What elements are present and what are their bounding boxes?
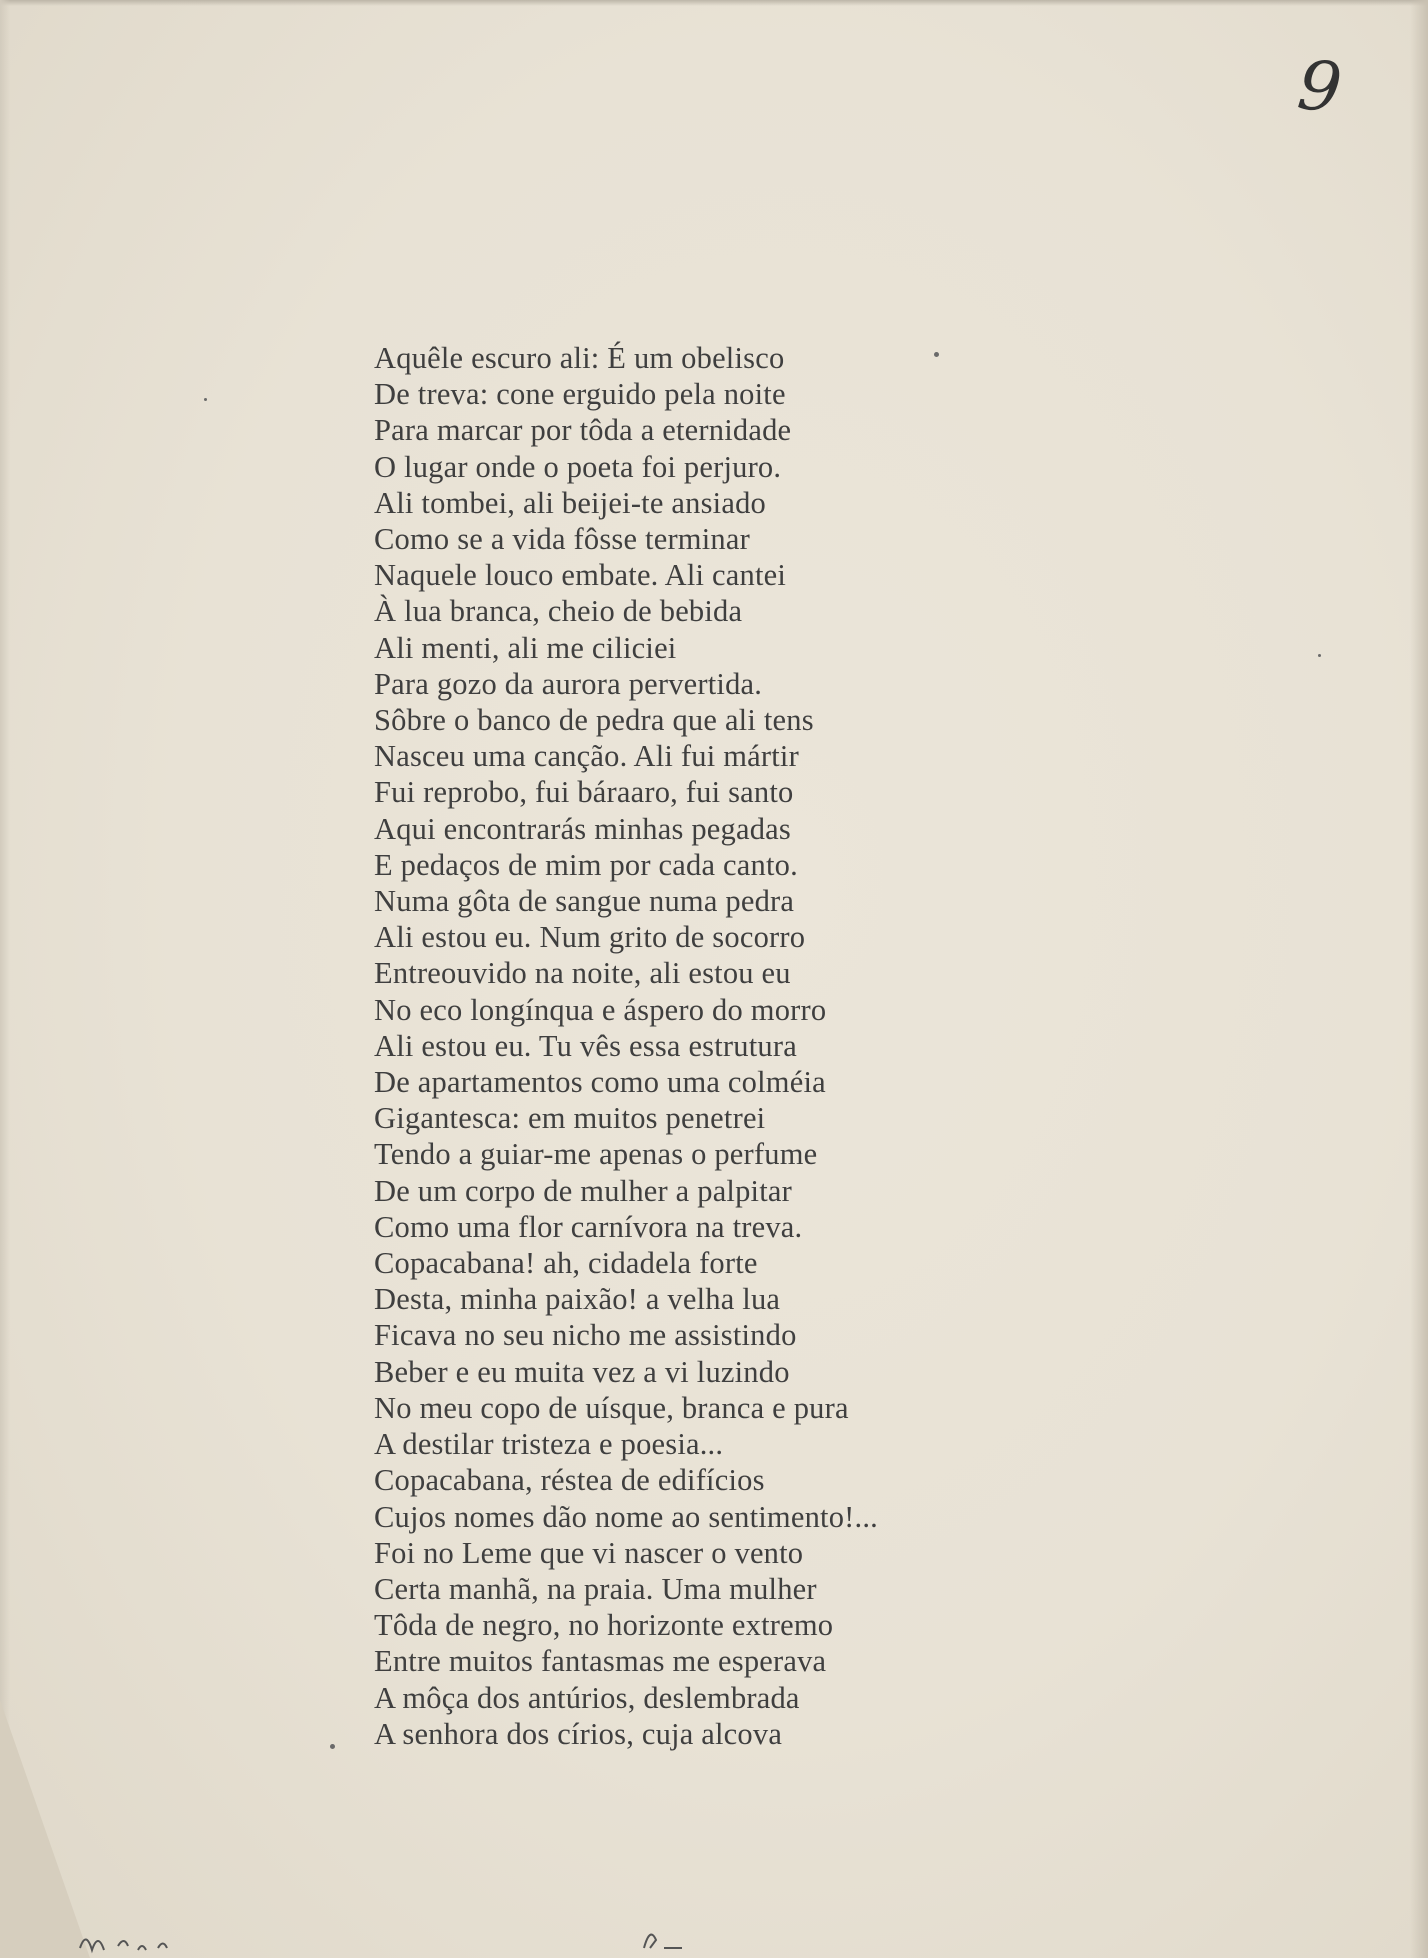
paper-right-edge [1410,0,1428,1958]
poem-line: Certa manhã, na praia. Uma mulher [374,1571,817,1606]
poem-line: E pedaços de mim por cada canto. [374,847,798,882]
poem-line: A senhora dos círios, cuja alcova [374,1716,783,1751]
poem-line: Sôbre o banco de pedra que ali tens [374,703,814,738]
poem-line: Copacabana, réstea de edifícios [374,1463,765,1498]
poem-line: De um corpo de mulher a palpitar [374,1173,793,1208]
poem-line: Naquele louco embate. Ali cantei [374,558,787,593]
poem-line: Aqui encontrarás minhas pegadas [374,811,791,846]
paper-top-edge [0,0,1428,6]
poem-line: À lua branca, cheio de bebida [374,594,743,629]
poem-line: Aquêle escuro ali: É um obelisco [374,341,785,375]
poem-line: Para marcar por tôda a eternidade [374,413,792,448]
poem-line: Ficava no seu nicho me assistindo [374,1318,797,1353]
poem-line: De treva: cone erguido pela noite [374,377,786,412]
poem-line: Entre muitos fantasmas me esperava [374,1644,827,1679]
poem-line: Copacabana! ah, cidadela forte [374,1246,758,1281]
handwritten-page-number: 9 [1293,45,1346,130]
scrawl-mark [78,1920,198,1958]
handwritten-scrawl [78,1920,198,1958]
poem-line: No meu copo de uísque, branca e pura [374,1390,849,1425]
poem-line: Nasceu uma canção. Ali fui mártir [374,739,799,774]
poem-line: Para gozo da aurora pervertida. [374,666,763,701]
poem-line: No eco longínqua e áspero do morro [374,992,827,1027]
paper-left-edge [0,0,10,1958]
poem-line: Desta, minha paixão! a velha lua [374,1282,781,1317]
poem-line: Beber e eu muita vez a vi luzindo [374,1354,790,1389]
poem-line: Entreouvido na noite, ali estou eu [374,956,791,991]
poem-line: A môça dos antúrios, deslembrada [374,1680,800,1715]
poem-line: Como se a vida fôsse terminar [374,522,750,557]
paper-speck [330,1744,335,1749]
poem-line: De apartamentos como uma colméia [374,1065,826,1100]
poem-line: O lugar onde o poeta foi perjuro. [374,449,782,484]
poem-line: Gigantesca: em muitos penetrei [374,1101,766,1136]
paper-speck [1318,654,1321,657]
poem-line: Numa gôta de sangue numa pedra [374,884,795,919]
poem-line: Ali tombei, ali beijei-te ansiado [374,485,766,520]
poem-line: Cujos nomes dão nome ao sentimento!... [374,1499,878,1534]
mark-glyph [636,1918,696,1956]
poem-line: Tôda de negro, no horizonte extremo [374,1608,834,1643]
poem-line: Como uma flor carnívora na treva. [374,1209,803,1244]
poem-line: Fui reprobo, fui báraaro, fui santo [374,775,794,810]
poem-text-block [374,340,1014,1752]
handwritten-mark [636,1918,696,1958]
poem-line: Ali estou eu. Tu vês essa estrutura [374,1028,797,1063]
poem-line: Ali menti, ali me ciliciei [374,630,677,665]
poem-line: Foi no Leme que vi nascer o vento [374,1535,804,1570]
poem-line: Tendo a guiar-me apenas o perfume [374,1137,818,1172]
poem-line: A destilar tristeza e poesia... [374,1427,724,1462]
paper-speck [204,398,207,401]
paper-fold-corner [0,1700,90,1958]
poem-line: Ali estou eu. Num grito de socorro [374,920,806,955]
